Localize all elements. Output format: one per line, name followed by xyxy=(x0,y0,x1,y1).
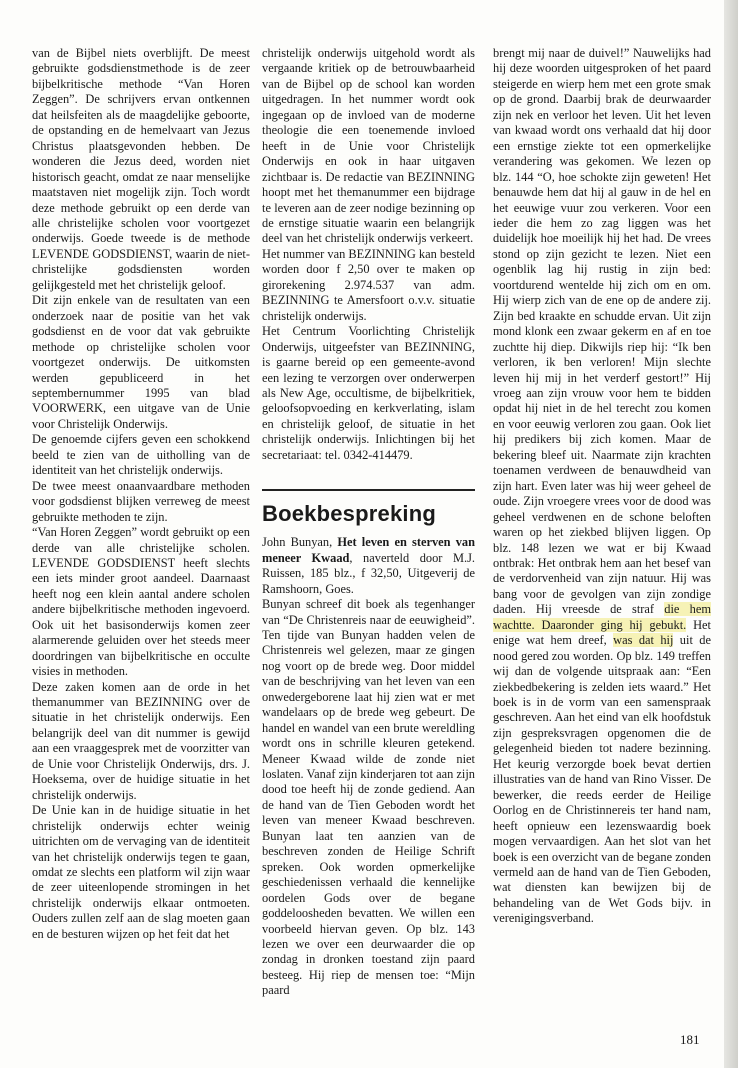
paragraph: De genoemde cijfers geven een schokkend beeld te zien van de uitholling van de identiteit van het christelijk onderwijs. xyxy=(32,432,250,478)
text-run: uit de nood gered zou worden. Op blz. 149 treffen wij dan de volgende uitspraak aan: “Een ziekbedbekering is zelden iets waard.” Het boek is in de vorm van een samenspraak geschreven. Aan het eind van elk hoofdstuk zijn gespreksvragen opgenomen die de gelegenheid bieden tot nadere bezinning. Het keurig verzorgde boek bevat dertien illustraties van de hand van Rino Visser. De bewerker, die reeds eerder de Heilige Oorlog en de Christinnereis ter hand nam, heeft opnieuw een lezenswaardig boek mogen vervaardigen. Aan het slot van het boek is een overzicht van de begane zonden vermeld aan de hand van de Tien Geboden, wat diensten kan bewijzen bij de behandeling van de Wet Gods bijv. in verenigingsverband. xyxy=(493,633,711,926)
paragraph: De Unie kan in de huidige situatie in het christelijk onderwijs echter weinig uitrichten om de vervaging van de identiteit van het christelijk onderwijs tegen te gaan, omdat ze slechts een platform wil zijn waar de zeer uiteenlopende stromingen in het christelijk onderwijs elkaar ontmoeten. Ouders zullen zelf aan de slag moeten gaan en de besturen wijzen op het feit dat het xyxy=(32,803,250,941)
paragraph: van de Bijbel niets overblijft. De meest gebruikte godsdienstmethode is de zeer bijbelkritische methode “Van Horen Zeggen”. De schrijvers ervan ontkennen dat heilsfeiten als de maagdelijke geboorte, de opstanding en de hemelvaart van Jezus Christus plaatsgevonden hebben. De wonderen die Jezus deed, worden niet historisch geacht, omdat ze naar menselijke maatstaven niet mogelijk zijn. Toch wordt deze methode gebruikt op een derde van alle christelijke scholen voor voortgezet onderwijs. Goede tweede is de methode LEVENDE GODSDIENST, waarin de niet-christelijke godsdiensten worden gelijkgesteld met het christelijk geloof. xyxy=(32,46,250,292)
paragraph: Dit zijn enkele van de resultaten van een onderzoek naar de positie van het vak godsdienst en de voor dat vak gebruikte methode op christelijke scholen voor voortgezet onderwijs. De uitkomsten werden gepubliceerd in het septembernummer 1995 van blad VOORWERK, een uitgave van de Unie voor Christelijk Onderwijs. xyxy=(32,293,250,431)
page-number: 181 xyxy=(680,1032,700,1047)
text-run: Het enige wat hem dreef, xyxy=(493,617,711,648)
paragraph: “Van Horen Zeggen” wordt gebruikt op een derde van alle christelijke scholen. LEVENDE GODSDIENST heeft slechts een iets minder groot aandeel. Daarnaast heeft nog een klein aantal andere scholen andere bijbelkritische methoden ingevoerd. Ook uit het basisonderwijs komen zeer alarmerende geluiden over het steeds meer doordringen van bijbelkritische en occulte visies in methoden. xyxy=(32,525,250,679)
column-2 xyxy=(262,46,475,999)
paragraph: Het Centrum Voorlichting Christelijk Onderwijs, uitgeefster van BEZINNING, is gaarne bereid op een gemeente-avond een lezing te verzorgen over onderwerpen als New Age, occultisme, de bijbelkritiek, geloofsopvoeding en kerkverlating, islam en christelijk geloof, de situatie in het christelijk onderwijs. Inlichtingen bij het secretariaat: tel. 0342-414479. xyxy=(262,324,475,462)
highlighted-text: die hem wachtte. Daaronder ging hij gebukt. xyxy=(493,602,711,632)
book-author: John Bunyan, xyxy=(262,535,338,550)
section-heading: Boekbespreking xyxy=(262,501,436,527)
paragraph: christelijk onderwijs uitgehold wordt als vergaande kritiek op de betrouwbaarheid van de Bijbel op de school kan worden uitgedragen. In het nummer wordt ook ingegaan op de invloed van de moderne theologie die een toenemende invloed heeft in de Unie voor Christelijk Onderwijs en ook in haar uitgaven zichtbaar is. De redactie van BEZINNING hoopt met het themanummer een bijdrage te leveren aan de zeer nodige bezinning op de ernstige situatie waarin een belangrijk deel van het christelijk onderwijs verkeert. xyxy=(262,46,475,246)
paragraph: Bunyan schreef dit boek als tegenhanger van “De Christenreis naar de eeuwigheid”. Ten tijde van Bunyan hadden velen de Christenreis wel gelezen, maar ze gingen nog voort op de brede weg. Door middel van de beschrijving van het leven van een onwedergeborene laat hij zien wat er met wandelaars op de brede weg gebeurt. De handel en wandel van een brute wereldling wordt ons in schrille kleuren getekend. Meneer Kwaad wilde de zonde niet loslaten. Vanaf zijn kinderjaren tot aan zijn dood toe heeft hij de zonde gediend. Aan de hand van de Tien Geboden wordt het leven van meneer Kwaad beschreven. Bunyan laat ten aanzien van de beschreven zonden de Heilige Schrift spreken. Ook worden opmerkelijke geschiedenissen verhaald die kennelijke oordelen Gods over de begane goddeloosheden bevatten. We willen een voorbeeld hiervan geven. Op blz. 143 lezen we over een deurwaarder die op zondag in dronken toestand zijn paard besteeg. Hij riep de mensen toe: “Mijn paard xyxy=(262,597,475,998)
text-run: brengt mij naar de duivel!” Nauwelijks had hij deze woorden uitgesproken of het paard steigerde en wierp hem met een grote smak op de grond. Daarbij brak de deurwaarder zijn nek en verloor het leven. Uit het leven van kwaad wordt ons verhaald dat hij door een ernstige ziekte tot een opmerkelijke verandering was gekomen. We lezen op blz. 144 “O, hoe schokte zijn geweten! Het benauwde hem dat hij al gauw in de hel en het eeuwige vuur zou verkeren. Voor een ieder die hem zo zag liggen was het duidelijk hoe moeilijk hij het had. De vrees stond op zijn gezicht te lezen. Niet een ogenblik lag hij rustig in zijn bed: voortdurend wentelde hij zich om en om. Hij wierp zich van de ene op de andere zij. Zijn bed kraakte en schudde ervan. Uit zijn mond klonk een zwaar gekerm en af en toe zuchtte hij diep. Dikwijls riep hij: “Ik ben verloren, ik ben verloren! Mijn slechte leven hij mij in het verderf gestort!” Hij vroeg aan zijn vrouw voor hem te bidden opdat hij niet in de hel terecht zou komen en voor eeuwig verloren zou gaan. Ook liet hij predikers bij zich komen. Maar de bekering bleef uit. Naarmate zijn krachten toenamen verdween de benauwdheid van zijn hart. Even later was hij weer geheel de oude. Zijn vroegere vrees voor de dood was geheel verdwenen en de schone beloften waren op het ziekbed blijven liggen. Op blz. 148 lezen we wat er bij Kwaad ontbrak: Het ontbrak hem aan het besef van de verdorvenheid van zijn natuur. Hij was bang voor de gevolgen van zijn zondige daden. Hij vreesde de straf xyxy=(493,46,711,617)
book-details: , naverteld door M.J. Ruissen, 185 blz., f 32,50, Uitgeverij de Ramshoorn, Goes. xyxy=(262,550,475,596)
page-edge xyxy=(724,0,738,1068)
book-title: Het leven en sterven van meneer Kwaad xyxy=(262,535,476,565)
paragraph: De twee meest onaanvaardbare methoden voor godsdienst blijken verreweg de meest gebruikte methoden te zijn. xyxy=(32,478,250,524)
paragraph: Het nummer van BEZINNING kan besteld worden door f 2,50 over te maken op girorekening 2.974.537 van adm. BEZINNING te Amersfoort o.v.v. situatie christelijk onderwijs. xyxy=(262,246,475,323)
highlighted-text: was dat hij xyxy=(613,633,674,648)
paragraph: Deze zaken komen aan de orde in het themanummer van BEZINNING over de situatie in het christelijk onderwijs. Een belangrijk deel van dit nummer is gewijd aan een vraaggesprek met de voorzitter van de Unie voor Christelijk Onderwijs, drs. J. Hoeksema, over de huidige situatie in het christelijk onderwijs. xyxy=(32,679,250,802)
book-reference xyxy=(262,535,475,597)
column-3 xyxy=(493,46,711,927)
section-divider xyxy=(262,489,475,491)
column-1 xyxy=(32,46,250,942)
paragraph xyxy=(493,46,711,927)
